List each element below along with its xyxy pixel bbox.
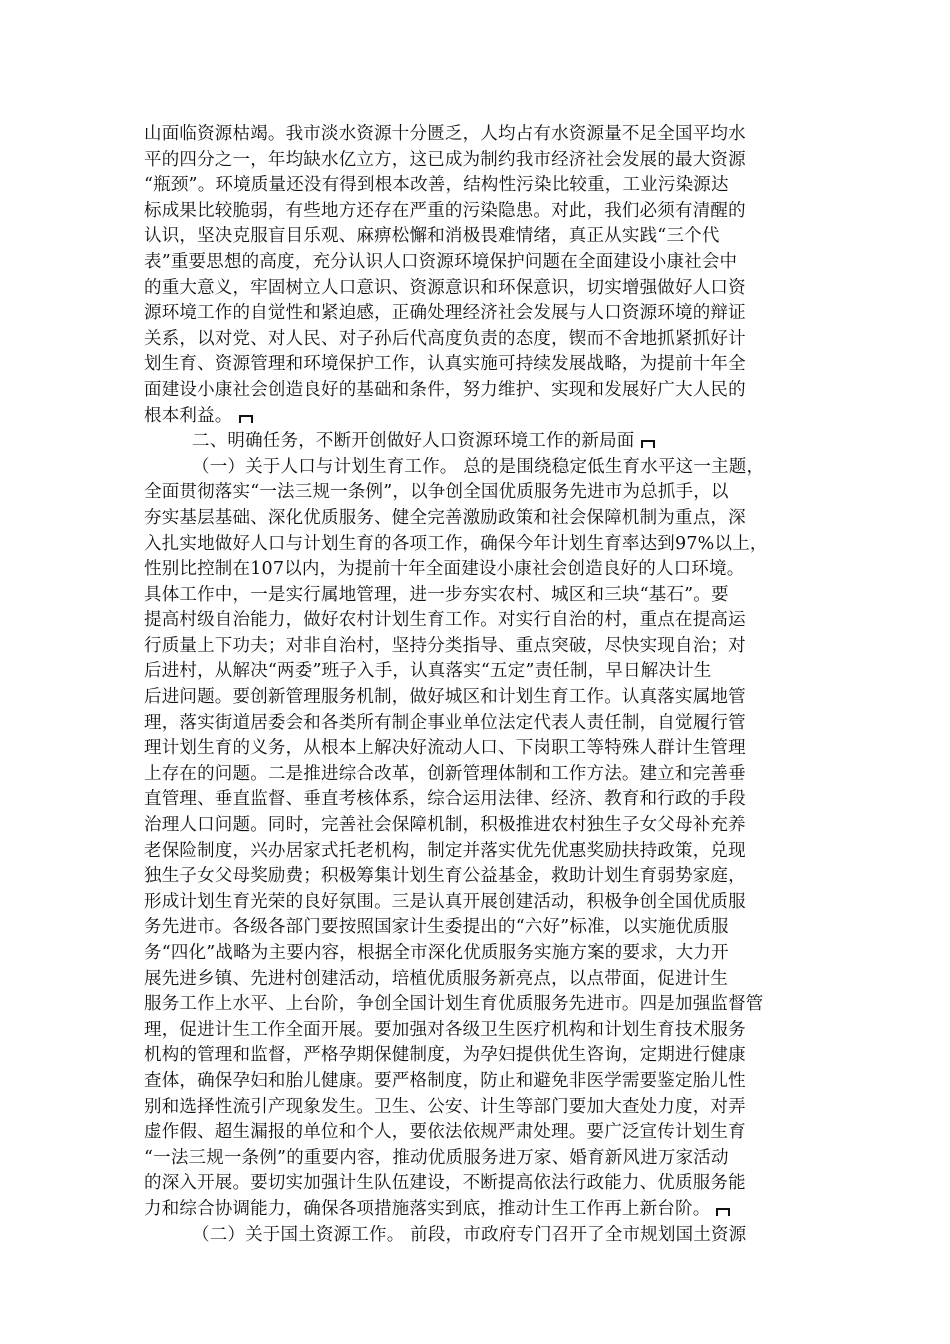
text-line: 平的四分之一，年均缺水亿立方，这已成为制约我市经济社会发展的最大资源 xyxy=(144,149,746,170)
text-line: 直管理、垂直监督、垂直考核体系，综合运用法律、经济、教育和行政的手段 xyxy=(144,789,746,810)
text-line: 划生育、资源管理和环境保护工作，认真实施可持续发展战略，为提前十年全 xyxy=(144,354,746,375)
text-line: 关系，以对党、对人民、对子孙后代高度负责的态度，锲而不舍地抓紧抓好计 xyxy=(144,328,746,349)
text-line: 力和综合协调能力，确保各项措施落实到底，推动计生工作再上新台阶。 xyxy=(144,1198,711,1219)
text-line: 务先进市。各级各部门要按照国家计生委提出的“六好”标准，以实施优质服 xyxy=(144,917,729,938)
text-line: 的重大意义，牢固树立人口意识、资源意识和环保意识，切实增强做好人口资 xyxy=(144,277,746,298)
text-line: 后进村，从解决“两委”班子入手，认真落实“五定”责任制，早日解决计生 xyxy=(144,661,712,682)
text-line-with-mark xyxy=(144,1197,814,1223)
section-heading-line xyxy=(144,429,814,455)
text-line: 老保险制度，兴办居家式托老机构，制定并落实优先优惠奖励扶持政策，兑现 xyxy=(144,840,746,861)
paragraph-mark-icon xyxy=(239,415,253,423)
text-line: 治理人口问题。同时，完善社会保障机制，积极推进农村独生子女父母补充养 xyxy=(144,815,746,836)
subsection-heading-line: （一）关于人口与计划生育工作。 总的是围绕稳定低生育水平这一主题， xyxy=(192,456,765,477)
document-body xyxy=(144,122,814,1248)
text-line: 虚作假、超生漏报的单位和个人，要依法依规严肃处理。要广泛宣传计划生育 xyxy=(144,1122,746,1143)
text-line: 提高村级自治能力，做好农村计划生育工作。对实行自治的村，重点在提高运 xyxy=(144,610,746,631)
text-line: 行质量上下功夫；对非自治村，坚持分类指导、重点突破，尽快实现自治；对 xyxy=(144,635,746,656)
text-line: 形成计划生育光荣的良好氛围。三是认真开展创建活动，积极争创全国优质服 xyxy=(144,891,746,912)
text-line: 根本利益。 xyxy=(144,405,233,426)
text-line: 性别比控制在107以内，为提前十年全面建设小康社会创造良好的人口环境。 xyxy=(144,559,745,580)
text-line: 机构的管理和监督，严格孕期保健制度，为孕妇提供优生咨询，定期进行健康 xyxy=(144,1045,746,1066)
text-line: 查体，确保孕妇和胎儿健康。要严格制度，防止和避免非医学需要鉴定胎儿性 xyxy=(144,1070,746,1091)
text-line: 标成果比较脆弱，有些地方还存在严重的污染隐患。对此，我们必须有清醒的 xyxy=(144,200,746,221)
text-line: 后进问题。要创新管理服务机制，做好城区和计划生育工作。认真落实属地管 xyxy=(144,687,746,708)
text-line: 理计划生育的义务，从根本上解决好流动人口、下岗职工等特殊人群计生管理 xyxy=(144,738,746,759)
text-line: 具体工作中，一是实行属地管理，进一步夯实农村、城区和三块“基石”。要 xyxy=(144,584,729,605)
text-line: 理，促进计生工作全面开展。要加强对各级卫生医疗机构和计划生育技术服务 xyxy=(144,1019,746,1040)
text-line: 理，落实街道居委会和各类所有制企事业单位法定代表人责任制，自觉履行管 xyxy=(144,712,746,733)
text-line-with-mark xyxy=(144,404,814,430)
text-line: 面建设小康社会创造良好的基础和条件，努力维护、实现和发展好广大人民的 xyxy=(144,379,746,400)
text-line: 夯实基层基础、深化优质服务、健全完善激励政策和社会保障机制为重点，深 xyxy=(144,507,746,528)
text-line: 表”重要思想的高度，充分认识人口资源环境保护问题在全面建设小康社会中 xyxy=(144,251,738,272)
paragraph-mark-icon xyxy=(716,1208,730,1216)
paragraph-mark-icon xyxy=(641,440,655,448)
subsection-heading-line: （二）关于国土资源工作。 前段，市政府专门召开了全市规划国土资源 xyxy=(192,1224,747,1245)
text-line: “瓶颈”。环境质量还没有得到根本改善，结构性污染比较重，工业污染源达 xyxy=(144,175,729,196)
text-line: 入扎实地做好人口与计划生育的各项工作，确保今年计划生育率达到97%以上， xyxy=(144,533,768,554)
text-line: 认识，坚决克服盲目乐观、麻痹松懈和消极畏难情绪，真正从实践“三个代 xyxy=(144,226,720,247)
text-line: 上存在的问题。二是推进综合改革，创新管理体制和工作方法。建立和完善垂 xyxy=(144,763,746,784)
text-line: 展先进乡镇、先进村创建活动，培植优质服务新亮点，以点带面，促进计生 xyxy=(144,968,729,989)
text-line: 务“四化”战略为主要内容，根据全市深化优质服务实施方案的要求，大力开 xyxy=(144,943,729,963)
text-line: 别和选择性流引产现象发生。卫生、公安、计生等部门要加大查处力度，对弄 xyxy=(144,1096,746,1117)
text-line: 源环境工作的自觉性和紧迫感，正确处理经济社会发展与人口资源环境的辩证 xyxy=(144,303,746,324)
text-line: 山面临资源枯竭。我市淡水资源十分匮乏，人均占有水资源量不足全国平均水 xyxy=(144,124,746,144)
text-line: “一法三规一条例”的重要内容，推动优质服务进万家、婚育新风进万家活动 xyxy=(144,1147,729,1168)
text-line: 全面贯彻落实“一法三规一条例”，以争创全国优质服务先进市为总抓手，以 xyxy=(144,482,729,503)
section-heading: 二、明确任务，不断开创做好人口资源环境工作的新局面 xyxy=(192,431,635,452)
text-line: 服务工作上水平、上台阶，争创全国计划生育优质服务先进市。四是加强监督管 xyxy=(144,994,764,1015)
text-line: 独生子女父母奖励费；积极筹集计划生育公益基金，救助计划生育弱势家庭， xyxy=(144,866,746,887)
text-line: 的深入开展。要切实加强计生队伍建设，不断提高依法行政能力、优质服务能 xyxy=(144,1173,746,1194)
